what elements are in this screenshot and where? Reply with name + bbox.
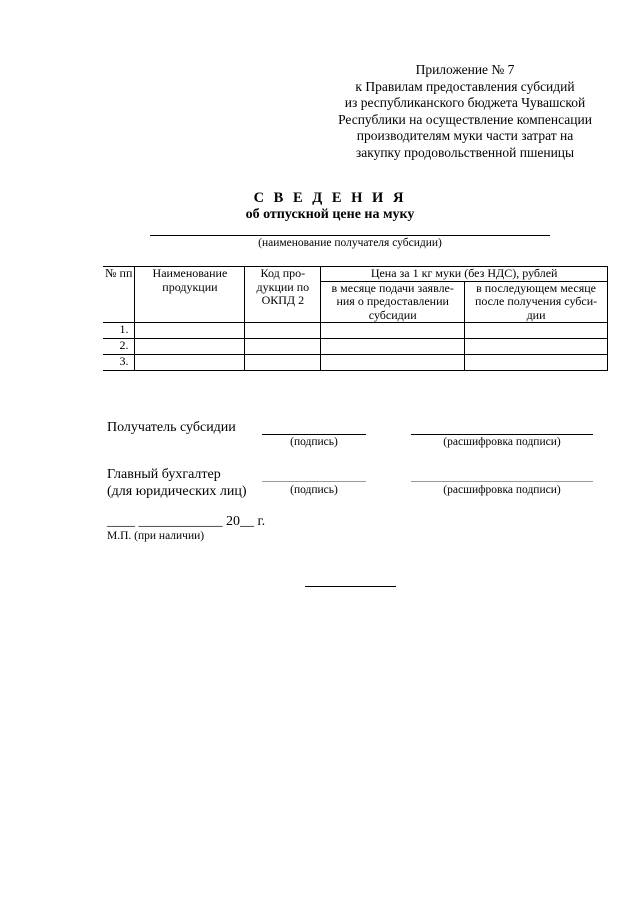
appendix-line: из республиканского бюджета Чувашской (344, 95, 586, 110)
table-cell (245, 339, 321, 355)
table-row (103, 355, 608, 371)
appendix-header (300, 62, 630, 161)
accountant-decode-caption: (расшифровка подписи) (443, 484, 561, 496)
recipient-decode-caption: (расшифровка подписи) (443, 436, 561, 448)
header-product-name: Наименование продукции (135, 267, 245, 323)
header-num: № пп (103, 267, 135, 323)
table-cell (465, 323, 608, 339)
recipient-signature-caption: (подпись) (290, 436, 338, 448)
row-number: 2. (103, 339, 135, 355)
accountant-signature-caption: (подпись) (290, 484, 338, 496)
date-line: ____ ____________ 20__ г. (107, 514, 266, 529)
row-number: 3. (103, 355, 135, 371)
header-price: Цена за 1 кг муки (без НДС), рублей (321, 267, 608, 282)
table-cell (465, 339, 608, 355)
accountant-signature-line (262, 481, 366, 482)
closing-line (305, 586, 396, 587)
recipient-label: Получатель субсидии (107, 420, 236, 435)
table-cell (135, 339, 245, 355)
stamp-caption: М.П. (при наличии) (107, 530, 205, 542)
appendix-line: Республики на осуществление компенсации (338, 111, 592, 127)
header-price-next: в последующем месяце после получения субси-дии (465, 281, 608, 323)
accountant-sublabel: (для юридических лиц) (107, 484, 247, 499)
recipient-signature-line (262, 434, 366, 435)
header-price-month: в месяце подачи заявле-ния о предоставлении субсидии (321, 281, 465, 323)
document-subtitle: об отпускной цене на муку (245, 207, 415, 222)
table-cell (321, 323, 465, 339)
accountant-label: Главный бухгалтер (107, 467, 221, 482)
recipient-decode-line (411, 434, 593, 435)
table-cell (245, 355, 321, 371)
table-cell (135, 323, 245, 339)
recipient-name-line (150, 235, 550, 236)
recipient-name-caption: (наименование получателя субсидии) (258, 237, 442, 249)
document-title: С В Е Д Е Н И Я (253, 190, 407, 206)
price-table (103, 266, 608, 371)
row-number: 1. (103, 323, 135, 339)
appendix-line: производителям муки части затрат на (356, 128, 574, 143)
table-cell (135, 355, 245, 371)
table-cell (321, 355, 465, 371)
header-product-code: Код про-дукции по ОКПД 2 (245, 267, 321, 323)
table-row (103, 323, 608, 339)
table-cell (321, 339, 465, 355)
appendix-line: закупку продовольственной пшеницы (355, 144, 575, 160)
table-cell (245, 323, 321, 339)
accountant-decode-line (411, 481, 593, 482)
appendix-line: к Правилам предоставления субсидий (355, 78, 575, 94)
table-cell (465, 355, 608, 371)
table-row (103, 339, 608, 355)
appendix-line: Приложение № 7 (415, 62, 515, 77)
